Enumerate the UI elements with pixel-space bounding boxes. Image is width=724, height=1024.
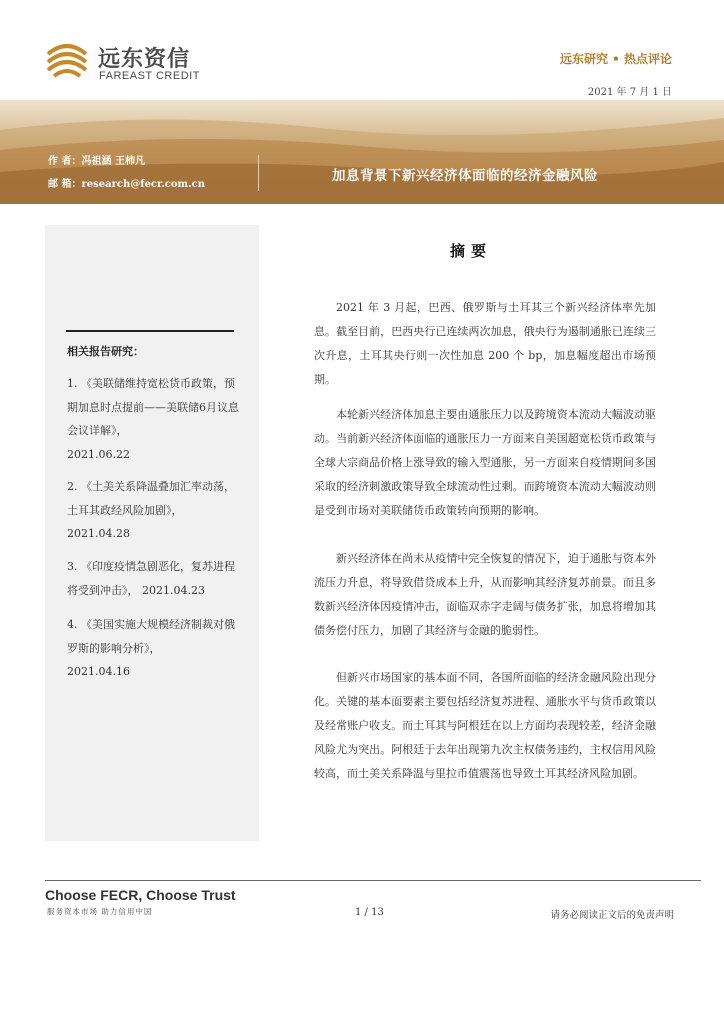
abstract-paragraph: 但新兴市场国家的基本面不同，各国所面临的经济金融风险出现分化。关键的基本面要素主要包括经济复苏进程、通胀水平与货币政策以及经常账户收支。而土耳其与阿根廷在以上方面均表现较差，经济金融风险尤为突出。阿根廷于去年出现第九次主权债务违约，主权信用风险较高，而土美关系降温与里拉币值震荡也导致土耳其经济风险加剧。 xyxy=(314,671,656,780)
related-report-date: 2021.04.16 xyxy=(67,665,130,678)
logo-emblem-icon xyxy=(44,40,90,80)
related-report-date: 2021.04.28 xyxy=(67,527,130,540)
related-report-item[interactable] xyxy=(67,555,242,602)
abstract-title: 摘要 xyxy=(450,242,493,260)
email[interactable]: 邮 箱：research@fecr.com.cn xyxy=(48,179,205,190)
report-series: 远东研究 • 热点评论 xyxy=(559,52,672,66)
footer-divider xyxy=(45,880,701,881)
footer-brand: Choose FECR, Choose Trust xyxy=(45,887,236,903)
logo-english-name: FAREAST CREDIT xyxy=(99,70,200,82)
authors: 作 者：冯祖涵 王柿凡 xyxy=(48,156,145,167)
abstract-paragraph: 2021 年 3 月起，巴西、俄罗斯与土耳其三个新兴经济体率先加息。截至目前，巴西央行已连续两次加息，俄央行为遏制通胀已连续三次升息，土耳其央行则一次性加息 200 个 bp，加息幅度超出市场预期。 xyxy=(314,301,656,386)
related-report-date: 2021.06.22 xyxy=(67,447,130,461)
sidebar-title: 相关报告研究： xyxy=(67,345,144,358)
abstract-paragraph: 新兴经济体在尚未从疫情中完全恢复的情况下，迫于通胀与资本外流压力升息，将导致借贷成本上升，从而影响其经济复苏前景。而且多数新兴经济体因疫情冲击，面临双赤字走阔与债务扩张，加息将增加其债务偿付压力，加剧了其经济与金融的脆弱性。 xyxy=(314,552,656,637)
related-report-text: 2. 《土美关系降温叠加汇率动荡，土耳其政经风险加剧》， xyxy=(67,480,235,517)
abstract-paragraph: 本轮新兴经济体加息主要由通胀压力以及跨境资本流动大幅波动驱动。当前新兴经济体面临的通胀压力一方面来自美国超宽松货币政策与全球大宗商品价格上涨导致的输入型通胀，另一方面来自疫情期间多国采取的经济刺激政策导致全球流动性过剩。而跨境资本流动大幅波动则是受到市场对美联储货币政策转向预期的影响。 xyxy=(314,408,656,517)
related-report-item[interactable] xyxy=(67,613,242,684)
related-report-item[interactable] xyxy=(67,475,242,546)
related-report-text: 4. 《美国实施大规模经济制裁对俄罗斯的影响分析》， xyxy=(67,618,235,655)
page-number: 1 / 13 xyxy=(355,907,384,918)
related-report-item[interactable] xyxy=(67,372,242,466)
report-title: 加息背景下新兴经济体面临的经济金融风险 xyxy=(332,168,598,184)
footer-slogan: 服务资本市场 助力信用中国 xyxy=(47,907,153,916)
related-report-date: 2021.04.23 xyxy=(142,583,205,597)
sidebar-divider xyxy=(66,330,234,332)
related-report-text: 1. 《美联储维持宽松货币政策，预期加息时点提前——美联储6月议息会议详解》， xyxy=(67,377,239,437)
disclaimer-note: 请务必阅读正文后的免责声明 xyxy=(550,910,674,921)
banner-divider xyxy=(258,155,259,191)
report-date: 2021 年 7 月 1 日 xyxy=(587,87,672,98)
company-logo xyxy=(44,40,244,90)
related-report-text: 3. 《印度疫情急剧恶化，复苏进程将受到冲击》， xyxy=(67,560,235,597)
logo-chinese-name: 远东资信 xyxy=(98,47,191,72)
related-reports-sidebar xyxy=(45,225,259,841)
